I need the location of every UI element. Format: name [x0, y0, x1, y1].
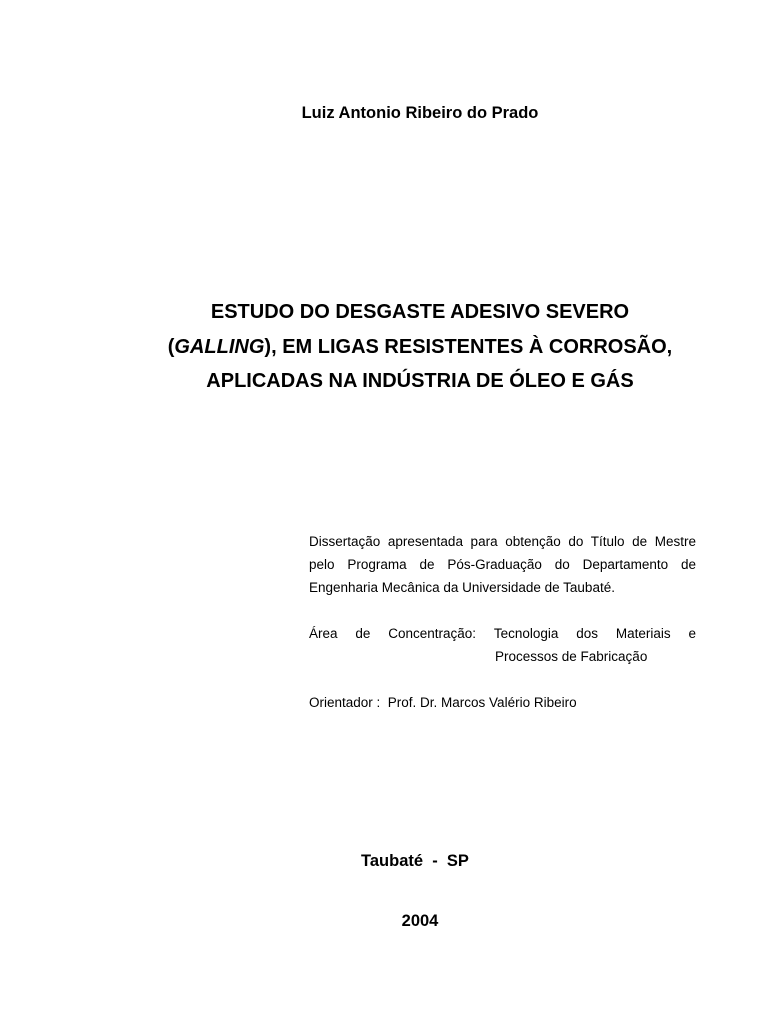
area-word: e — [688, 626, 696, 641]
title-line-2 — [120, 330, 720, 365]
place: Taubaté - SP — [361, 852, 469, 870]
concentration-area-line-1 — [309, 622, 696, 645]
area-word: de — [355, 626, 371, 641]
title-line-3: APLICADAS NA INDÚSTRIA DE ÓLEO E GÁS — [206, 370, 634, 392]
title-line-1: ESTUDO DO DESGASTE ADESIVO SEVERO — [210, 301, 630, 323]
concentration-area — [309, 622, 696, 668]
area-word: Tecnologia — [493, 626, 559, 641]
title-line-2-rest: ), EM LIGAS RESISTENTES À CORROSÃO, — [264, 335, 673, 358]
dissertation-title — [120, 295, 720, 399]
area-word: Concentração: — [388, 626, 477, 641]
area-word: Materiais — [615, 626, 671, 641]
advisor: Orientador : Prof. Dr. Marcos Valério Ribeiro — [309, 695, 577, 710]
author-name: Luiz Antonio Ribeiro do Prado — [301, 104, 539, 122]
author-block — [170, 103, 670, 123]
dissertation-description: Dissertação apresentada para obtenção do Título de Mestre pelo Programa de Pós-Graduação do Departamento de Engenharia Mecânica da Universidade de Taubaté. — [309, 534, 696, 595]
year: 2004 — [401, 912, 439, 930]
title-italic-term: GALLING — [174, 335, 265, 358]
area-word: dos — [576, 626, 599, 641]
area-word: Área — [309, 626, 338, 641]
title-open-paren: ( — [167, 335, 175, 358]
concentration-area-line-2: Processos de Fabricação — [495, 649, 648, 664]
